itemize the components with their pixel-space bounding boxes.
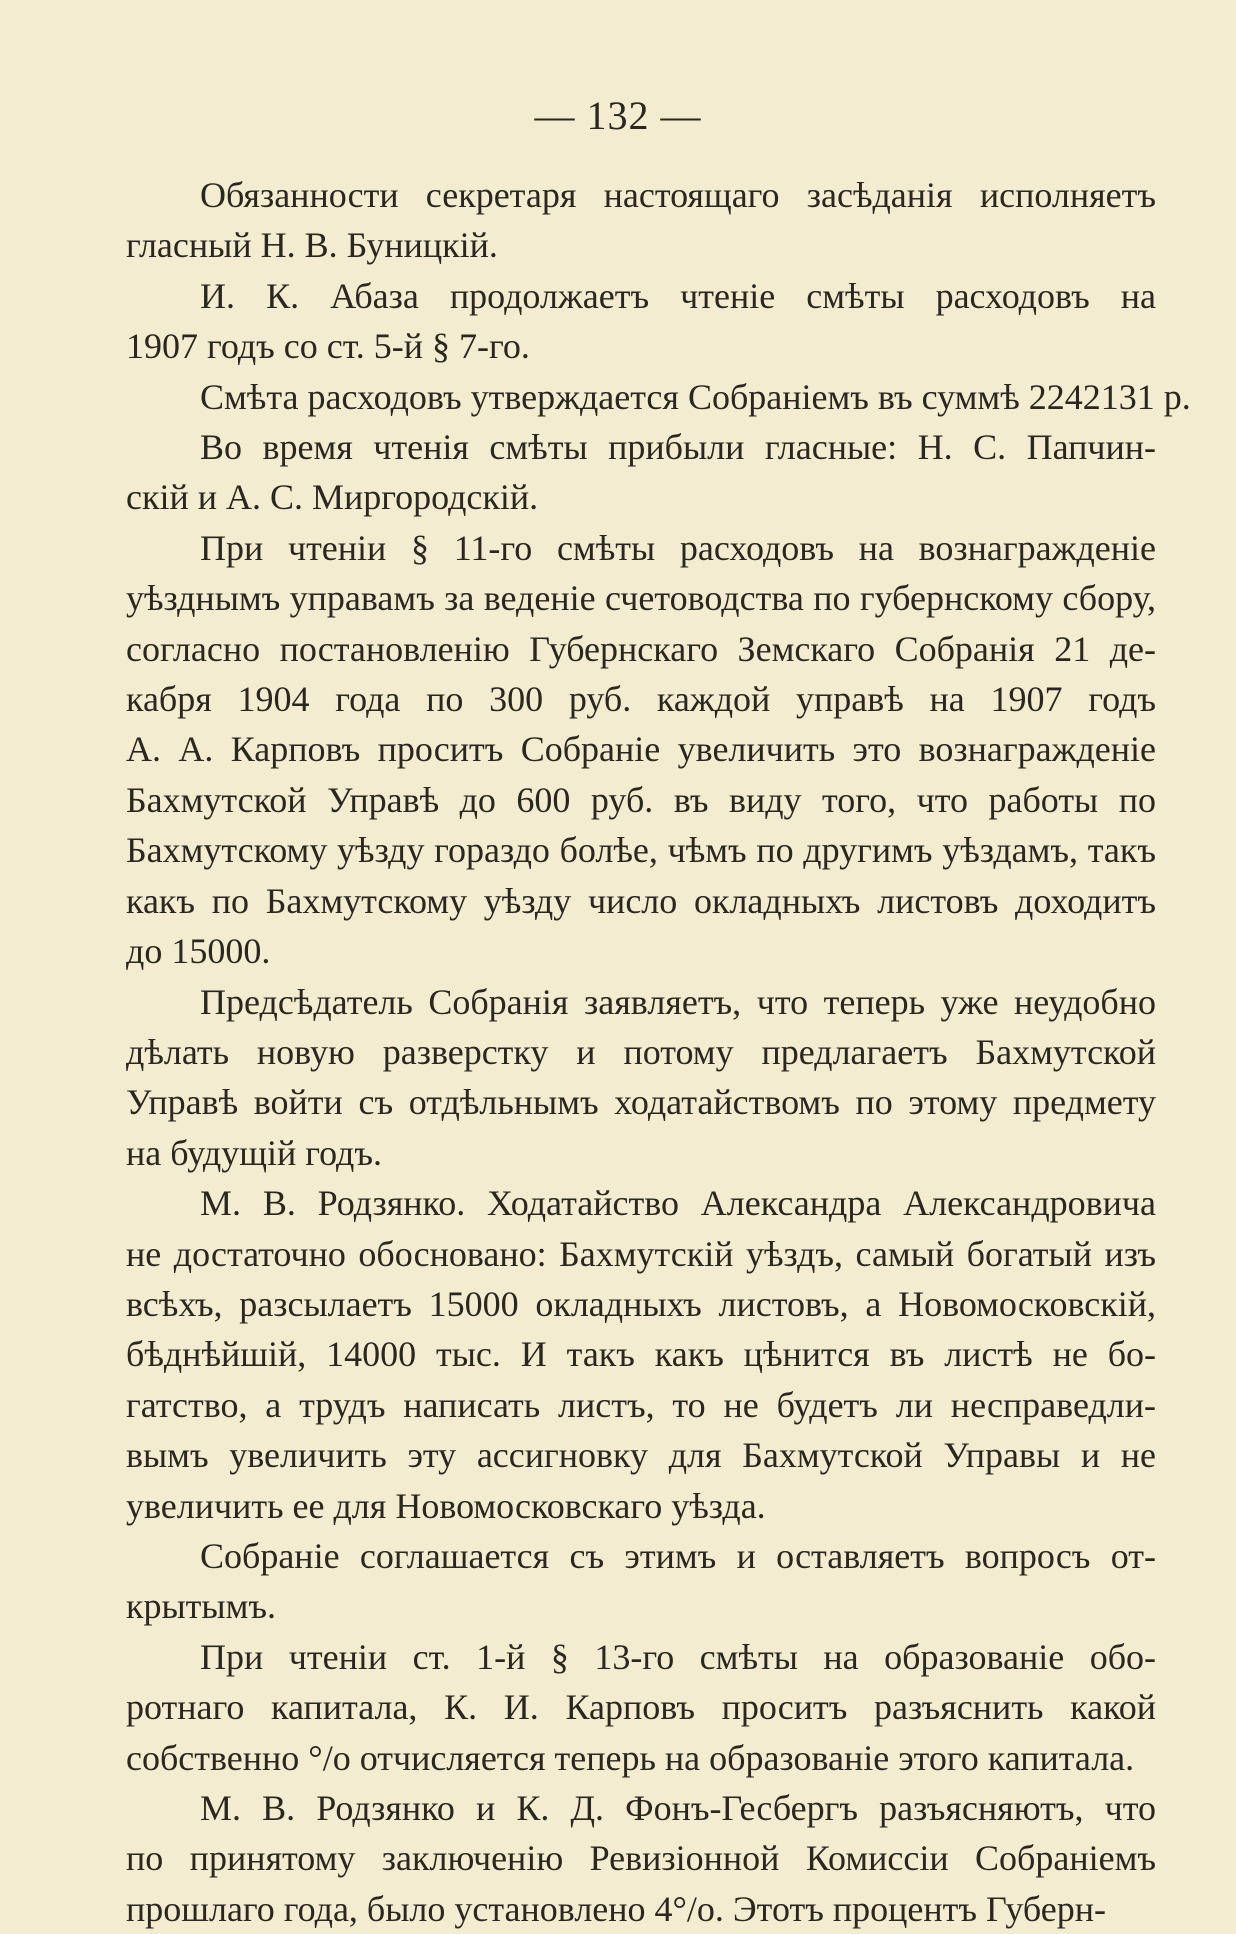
paragraph [126, 1783, 1156, 1934]
paragraph [126, 372, 1191, 422]
text-line: дѣлать новую разверстку и потому предлагаетъ Бахмутской [126, 1031, 1156, 1072]
paragraph [126, 271, 1156, 372]
text-line: И. К. Абаза продолжаетъ чтеніе смѣты расходовъ на [200, 275, 1156, 316]
text-line: до 15000. [126, 931, 271, 972]
paragraph [126, 977, 1156, 1179]
text-line: Во время чтенія смѣты прибыли гласные: Н. С. Папчин- [200, 427, 1156, 468]
text-line: бѣднѣйшій, 14000 тыс. И такъ какъ цѣнится въ листѣ не бо- [126, 1334, 1156, 1375]
paragraph [126, 1531, 1156, 1632]
text-line: М. В. Родзянко. Ходатайство Александра Александровича [200, 1183, 1156, 1224]
text-line: по принятому заключенію Ревизіонной Комиссіи Собраніемъ [126, 1838, 1156, 1879]
text-line: Бахмутской Управѣ до 600 руб. въ виду того, что работы по [126, 779, 1156, 820]
text-line: М. В. Родзянко и К. Д. Фонъ-Гесбергъ разъясняютъ, что [200, 1788, 1156, 1828]
text-line: кабря 1904 года по 300 руб. каждой управѣ на 1907 годъ [126, 679, 1156, 720]
text-line: Обязанности секретаря настоящаго засѣданія исполняетъ [200, 175, 1156, 215]
text-line: А. А. Карповъ проситъ Собраніе увеличить это вознагражденіе [126, 729, 1156, 770]
text-line: всѣхъ, разсылаетъ 15000 окладныхъ листовъ, а Новомосковскій, [126, 1283, 1156, 1324]
text-line: какъ по Бахмутскому уѣзду число окладныхъ листовъ доходитъ [126, 880, 1156, 921]
page-number: — 132 — [534, 93, 702, 138]
paragraph [126, 422, 1156, 523]
paragraph [126, 1178, 1156, 1531]
text-line: Управѣ войти съ отдѣльнымъ ходатайствомъ по этому предмету [126, 1082, 1156, 1123]
text-line: увеличить ее для Новомосковскаго уѣзда. [126, 1485, 766, 1526]
text-line: гатство, а трудъ написать листъ, то не будетъ ли несправедли- [126, 1384, 1156, 1425]
paragraph [126, 523, 1156, 977]
body-text [126, 170, 1191, 1934]
text-line: 1907 годъ со ст. 5-й § 7-го. [126, 326, 530, 367]
text-line: Смѣта расходовъ утверждается Собраніемъ въ суммѣ 2242131 р. [200, 376, 1191, 417]
text-line: Бахмутскому уѣзду гораздо болѣе, чѣмъ по другимъ уѣздамъ, такъ [126, 830, 1156, 871]
text-line: вымъ увеличить эту ассигновку для Бахмутской Управы и не [126, 1435, 1156, 1476]
text-line: При чтеніи § 11-го смѣты расходовъ на вознагражденіе [200, 527, 1156, 568]
paragraph [126, 170, 1156, 271]
text-line: гласный Н. В. Буницкій. [126, 225, 498, 266]
text-line: собственно °/о отчисляется теперь на образованіе этого капитала. [126, 1737, 1135, 1778]
text-line: прошлаго года, было установлено 4°/о. Этотъ процентъ Губерн- [126, 1888, 1106, 1929]
text-line: Собраніе соглашается съ этимъ и оставляетъ вопросъ от- [200, 1535, 1156, 1576]
text-line: на будущій годъ. [126, 1132, 382, 1173]
text-line: согласно постановленію Губернскаго Земскаго Собранія 21 де- [126, 628, 1156, 669]
paragraph [126, 1632, 1156, 1783]
text-line: не достаточно обосновано: Бахмутскій уѣздъ, самый богатый изъ [126, 1233, 1156, 1274]
text-line: ротнаго капитала, К. И. Карповъ проситъ разъяснить какой [126, 1687, 1156, 1728]
text-line: скій и А. С. Миргородскій. [126, 477, 539, 518]
text-line: уѣзднымъ управамъ за веденіе счетоводства по губернскому сбору, [126, 578, 1156, 619]
text-line: крытымъ. [126, 1586, 276, 1627]
text-line: При чтеніи ст. 1-й § 13-го смѣты на образованіе обо- [200, 1636, 1156, 1677]
text-line: Предсѣдатель Собранія заявляетъ, что теперь уже неудобно [200, 981, 1156, 1022]
